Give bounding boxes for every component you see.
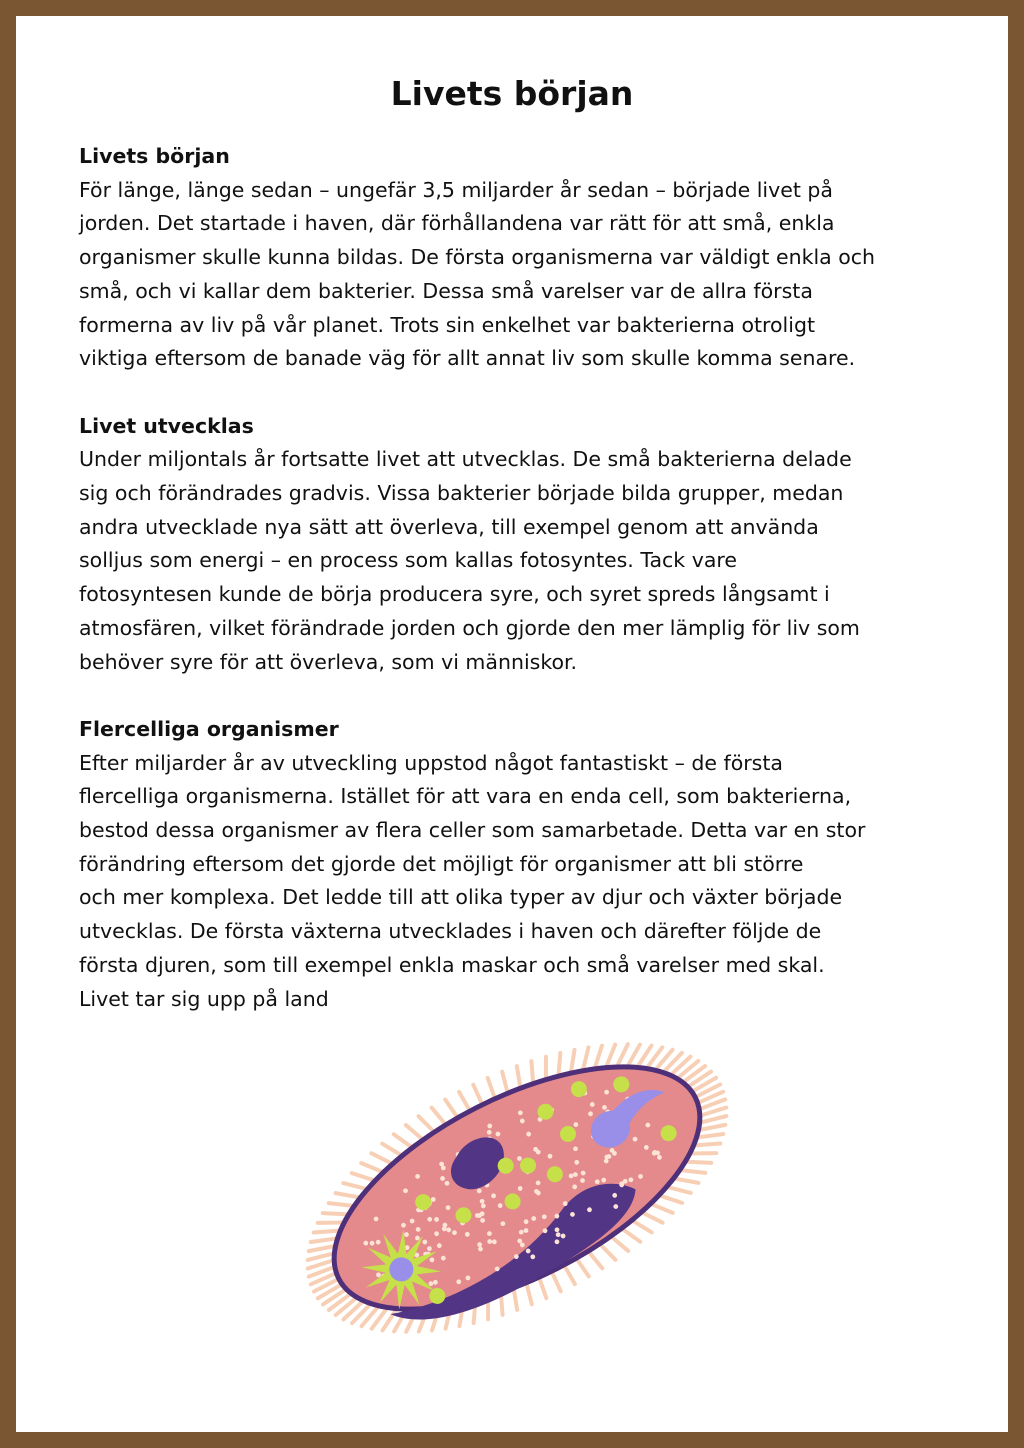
section-paragraph: Under miljontals år fortsatte livet att utvecklas. De små bakterierna delade sig och förändrades gradvis. Vissa bakterier började bilda grupper, medan andra utvecklade nya sätt att överleva, till exempel genom att använda solljus som energi – en process som kallas fotosyntes. Tack vare fotosyntesen kunde de börja producera syre, och syret spreds långsamt i atmosfären, vilket förändrade jorden och gjorde den mer lämplig för liv som behöver syre för att överleva, som vi människor.	[79, 447, 860, 674]
section-livet-utvecklas	[79, 410, 959, 680]
cilium	[459, 1091, 470, 1111]
cell-body	[302, 1038, 732, 1338]
document-page	[16, 16, 1008, 1432]
section-heading: Livets början	[79, 144, 230, 168]
document-body	[79, 140, 959, 1016]
cilium	[564, 1265, 575, 1285]
section-heading: Livet utvecklas	[79, 413, 254, 438]
trailing-line: Livet tar sig upp på land	[79, 986, 329, 1011]
cilium	[472, 1085, 483, 1105]
paramecium-illustration	[302, 1038, 732, 1338]
section-heading: Flercelliga organismer	[79, 716, 339, 741]
cilium	[551, 1271, 562, 1291]
cilium	[485, 1078, 498, 1099]
cilium	[536, 1277, 549, 1298]
page-title: Livets början	[390, 74, 634, 113]
section-paragraph: Efter miljarder år av utveckling uppstod något fantastiskt – de första flercelliga organismerna. Istället för att vara en enda cell, som bakterierna, bestod dessa organismer av flera celler som samarbetade. Detta var en stor förändring eftersom det gjorde det möjligt för organismer att bli större och mer komplexa. Det ledde till att olika typer av djur och växter började utvecklas. De första växterna utvecklades i haven och därefter följde de första djuren, som till exempel enkla maskar och små varelser med skal.	[79, 750, 866, 977]
section-paragraph: För länge, länge sedan – ungefär 3,5 miljarder år sedan – började livet på jorden. Det startade i haven, där förhållandena var rätt för att små, enkla organismer skulle kunna bildas. De första organismerna var väldigt enkla och små, och vi kallar dem bakterier. Dessa små varelser var de allra första formerna av liv på vår planet. Trots sin enkelhet var bakterierna otroligt viktiga eftersom de banade väg för allt annat liv som skulle komma senare.	[79, 177, 876, 371]
section-livets-borjan	[79, 140, 959, 376]
section-flercelliga-organismer	[79, 713, 959, 1016]
